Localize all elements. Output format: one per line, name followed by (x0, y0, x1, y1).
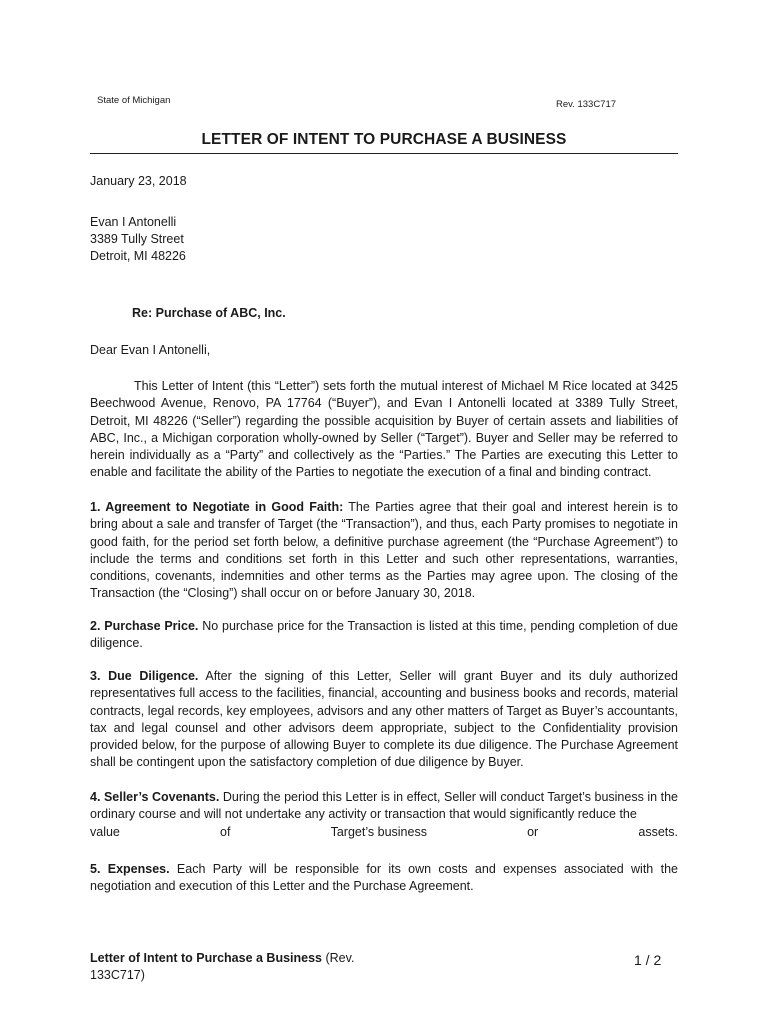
last-line-word: value (90, 824, 120, 839)
section-due-diligence (90, 668, 678, 772)
document-title: LETTER OF INTENT TO PURCHASE A BUSINESS (201, 131, 567, 148)
jurisdiction-label: State of Michigan (97, 95, 171, 106)
letter-date: January 23, 2018 (90, 174, 187, 188)
section-heading: 2. Purchase Price. (90, 619, 199, 633)
section-good-faith (90, 499, 678, 603)
recipient-address (90, 214, 186, 265)
section-heading: 5. Expenses. (90, 862, 170, 876)
section-heading: 1. Agreement to Negotiate in Good Faith: (90, 500, 344, 514)
section-body: The Parties agree that their goal and interest herein is to bring about a sale and transfer of Target (the “Transaction”), and thus, each Party promises to negotiate in good faith, for the period set forth below, a definitive purchase agreement (the “Purchase Agreement”) to include the terms and conditions set forth in this Letter and such other representations, warranties, conditions, covenants, indemnities and other terms as the Parties may agree upon. The closing of the Transaction (the “Closing”) shall occur on or before January 30, 2018. (90, 500, 678, 601)
section-heading: 3. Due Diligence. (90, 669, 199, 683)
title-divider (90, 153, 678, 154)
last-line-word: assets. (638, 824, 678, 839)
intro-paragraph: This Letter of Intent (this “Letter”) sets forth the mutual interest of Michael M Rice located at 3425 Beechwood Avenue, Renovo, PA 17764 (“Buyer”), and Evan I Antonelli located at 3389 Tully Street, Detroit, MI 48226 (“Seller”) regarding the possible acquisition by Buyer of certain assets and liabilities of ABC, Inc., a Michigan corporation wholly-owned by Seller (“Target”). Buyer and Seller may be referred to herein individually as a “Party” and collectively as the “Parties.” The Parties are executing this Letter to enable and facilitate the ability of the Parties to negotiate the execution of a final and binding contract. (90, 379, 678, 480)
footer-revision: (Rev. 133C717) (90, 951, 355, 982)
recipient-name: Evan I Antonelli (90, 215, 177, 229)
last-line-word: Target’s business (330, 824, 427, 839)
revision-label: Rev. 133C717 (556, 99, 617, 110)
recipient-street: 3389 Tully Street (90, 232, 184, 246)
section-body: No purchase price for the Transaction is listed at this time, pending completion of due diligence. (90, 619, 679, 651)
page-number: 1 / 2 (634, 952, 662, 968)
section-expenses (90, 861, 678, 896)
page-footer (90, 950, 370, 984)
section-last-line (90, 824, 678, 841)
footer-title: Letter of Intent to Purchase a Business (90, 951, 322, 965)
section-body: During the period this Letter is in effect, Seller will conduct Target’s business in the ordinary course and will not undertake any activity or transaction that would significantly reduce the (90, 790, 678, 822)
last-line-word: or (527, 824, 539, 839)
section-purchase-price (90, 618, 678, 653)
section-body: After the signing of this Letter, Seller will grant Buyer and its duly authorized representatives full access to the facilities, financial, accounting and business books and records, material contracts, legal records, key employees, advisors and any other matters of Target as Buyer’s accountants, tax and legal counsel and other advisors deem appropriate, subject to the Confidentiality provision provided below, for the purpose of allowing Buyer to complete its due diligence. The Purchase Agreement shall be contingent upon the satisfactory completion of due diligence by Buyer. (90, 669, 679, 770)
section-body: Each Party will be responsible for its own costs and expenses associated with the negotiation and execution of this Letter and the Purchase Agreement. (90, 862, 678, 894)
section-heading: 4. Seller’s Covenants. (90, 790, 220, 804)
subject-line: Re: Purchase of ABC, Inc. (132, 306, 286, 320)
recipient-city: Detroit, MI 48226 (90, 249, 186, 263)
section-sellers-covenants (90, 789, 678, 841)
last-line-word: of (220, 824, 231, 839)
salutation: Dear Evan I Antonelli, (90, 343, 211, 357)
